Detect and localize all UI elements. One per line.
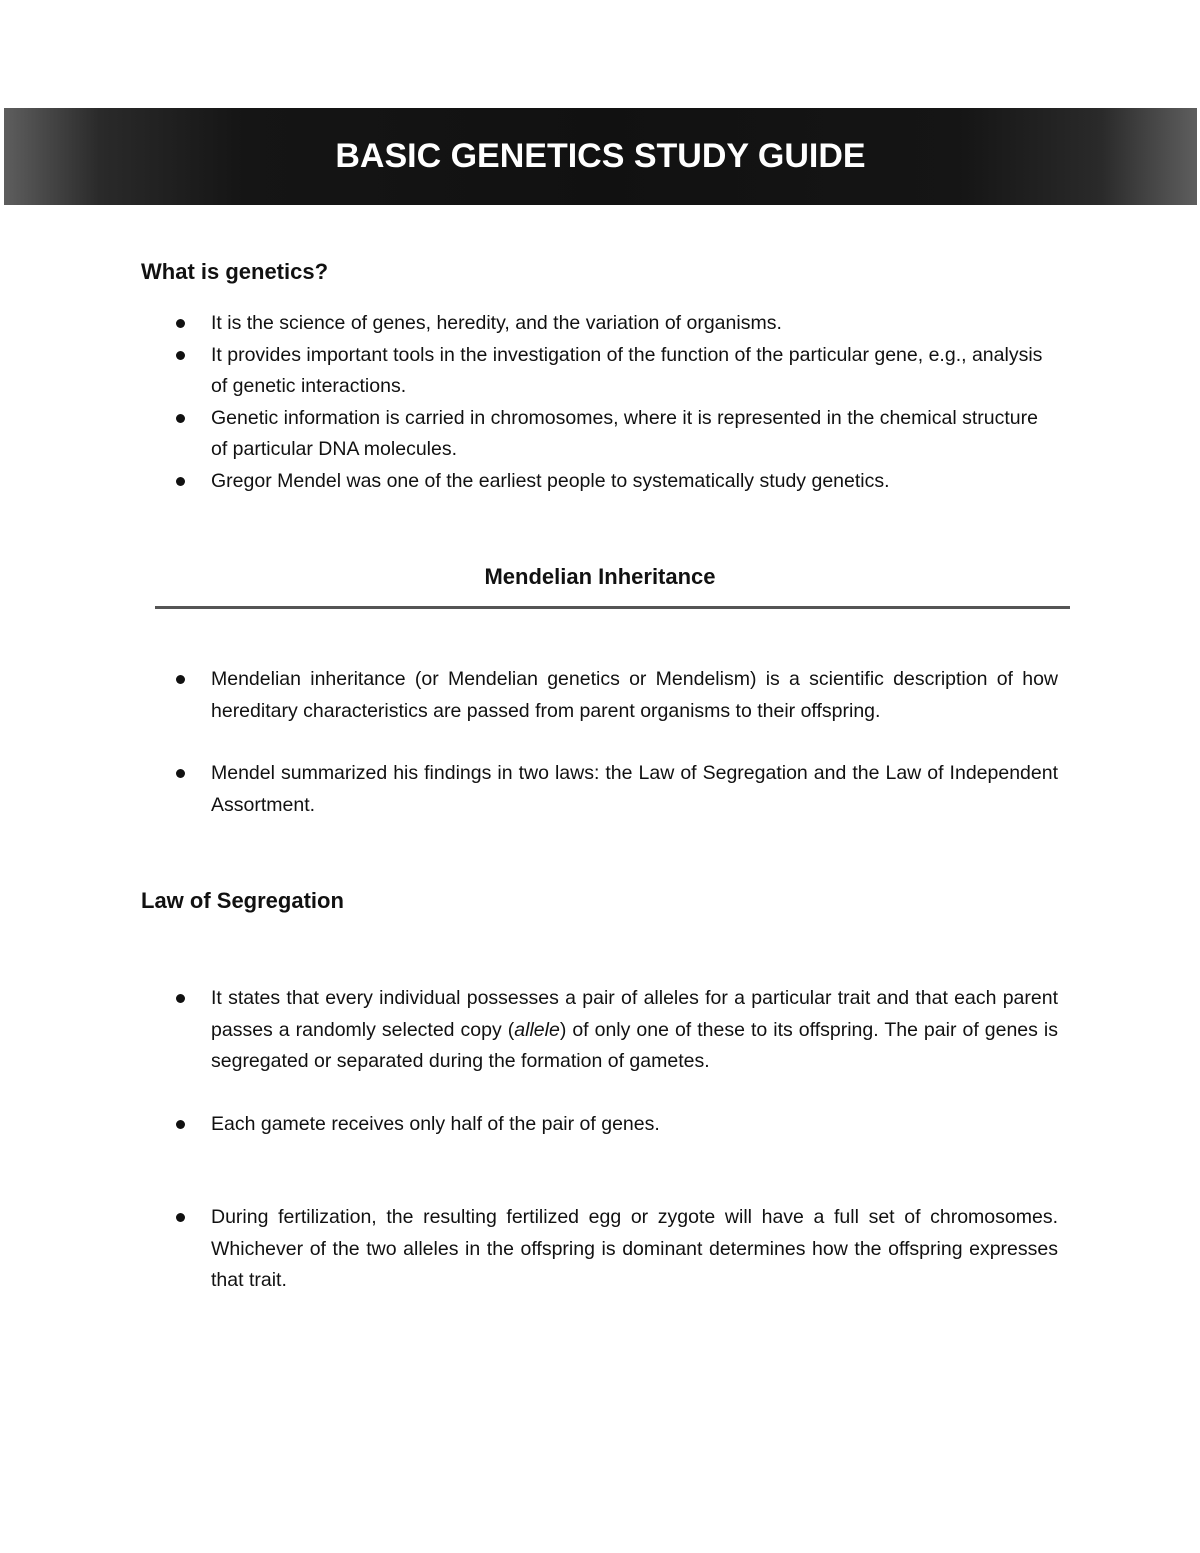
genetics-list [211, 308, 1058, 497]
bullet-icon [176, 414, 185, 423]
bullet-icon [176, 319, 185, 328]
page-title: BASIC GENETICS STUDY GUIDE [335, 137, 866, 175]
bullet-icon [176, 351, 185, 360]
section-divider [155, 606, 1070, 609]
segregation-list-item-1 [211, 983, 1058, 1078]
mendelian-list-item-2 [211, 758, 1058, 821]
list-item [211, 1202, 1058, 1297]
list-item-text: Each gamete receives only half of the pair of genes. [211, 1113, 660, 1135]
list-item-text: During fertilization, the resulting fertilized egg or zygote will have a full set of chromosomes. Whichever of the two alleles in the offspring is dominant determines how the offspring expresses that trait. [211, 1206, 1058, 1291]
list-item [211, 403, 1058, 466]
title-banner [4, 108, 1197, 205]
list-item-text: It is the science of genes, heredity, and the variation of organisms. [211, 312, 782, 334]
heading-law-of-segregation: Law of Segregation [141, 888, 344, 913]
segregation-list-item-2 [211, 1109, 1058, 1141]
heading-mendelian-inheritance: Mendelian Inheritance [484, 564, 716, 589]
list-item [211, 308, 1058, 340]
list-item [211, 466, 1058, 498]
list-item [211, 983, 1058, 1078]
italic-term: allele [514, 1018, 560, 1041]
text-segment: It states that every individual possesses a pair of alleles for a particular trait and that each parent passes a randomly selected copy ( [211, 987, 1058, 1041]
list-item-text: It provides important tools in the investigation of the function of the particular gene, e.g., analysis of genetic interactions. [211, 343, 1043, 397]
bullet-icon [176, 675, 185, 684]
bullet-icon [176, 1120, 185, 1129]
bullet-icon [176, 994, 185, 1003]
list-item [211, 340, 1058, 403]
mendelian-list-item-1 [211, 664, 1058, 727]
bullet-icon [176, 1213, 185, 1222]
list-item-text: Mendelian inheritance (or Mendelian genetics or Mendelism) is a scientific description of how hereditary characteristics are passed from parent organisms to their offspring. [211, 668, 1058, 722]
list-item-text: Mendel summarized his findings in two laws: the Law of Segregation and the Law of Independent Assortment. [211, 762, 1058, 816]
list-item-text: Genetic information is carried in chromosomes, where it is represented in the chemical structure of particular DNA molecules. [211, 406, 1038, 460]
list-item [211, 1109, 1058, 1141]
heading-what-is-genetics: What is genetics? [141, 259, 329, 284]
bullet-icon [176, 477, 185, 486]
list-item [211, 758, 1058, 821]
list-item-text [211, 987, 1058, 1072]
list-item [211, 664, 1058, 727]
segregation-list-item-3 [211, 1202, 1058, 1297]
list-item-text: Gregor Mendel was one of the earliest people to systematically study genetics. [211, 469, 890, 492]
text-segment: ) of only one of these to its offspring. The pair of genes is segregated or separated during the formation of gametes. [211, 1018, 1058, 1072]
bullet-icon [176, 769, 185, 778]
